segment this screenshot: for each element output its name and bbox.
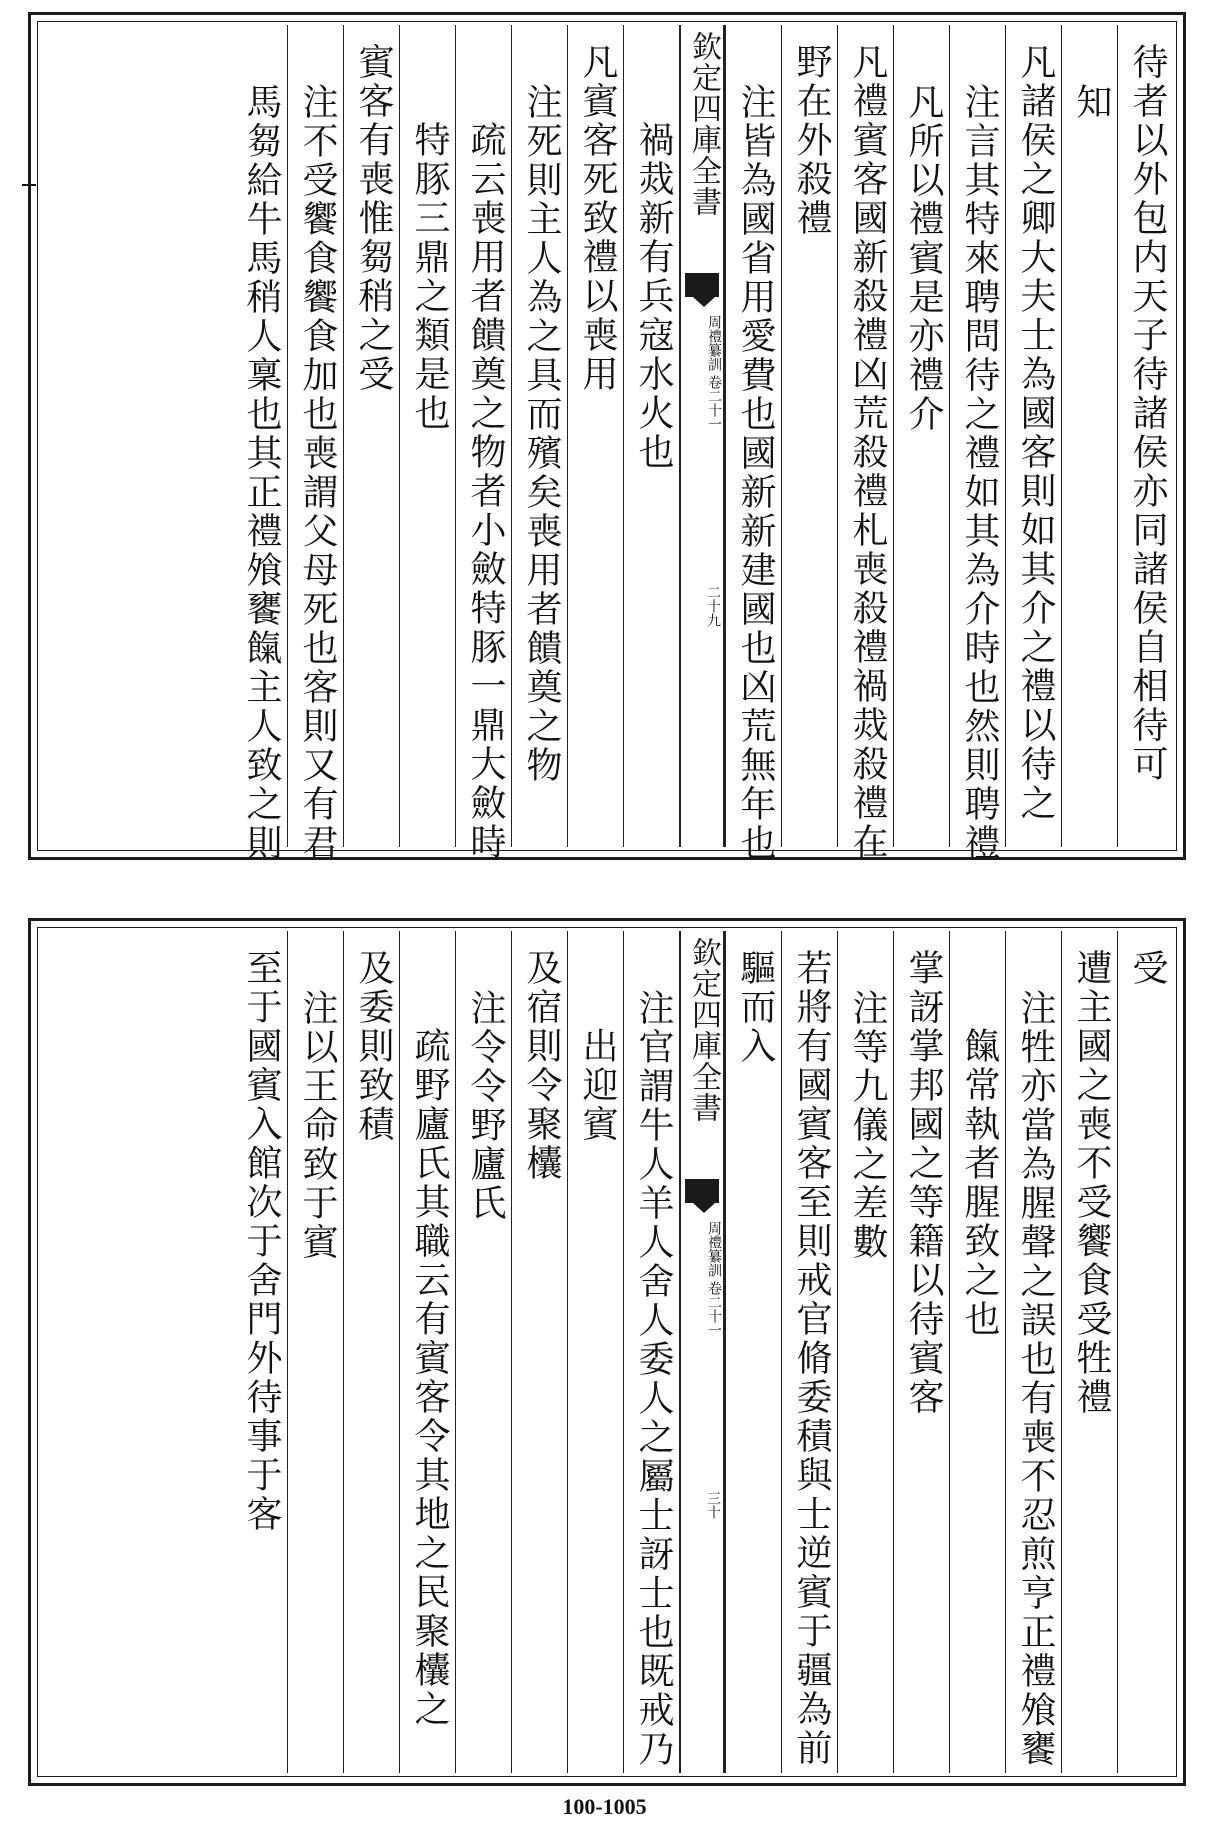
text-column — [623, 25, 679, 847]
column-text: 疏野廬氏其職云有賓客令其地之民聚欜之 — [409, 1027, 450, 1729]
column-text: 受 — [1127, 949, 1168, 988]
text-column — [949, 931, 1005, 1773]
text-column — [511, 25, 567, 847]
text-column — [893, 931, 949, 1773]
column-text: 知 — [1071, 83, 1112, 122]
column-text: 注言其特來聘問待之禮如其為介時也然則聘禮 — [959, 83, 1000, 863]
column-text: 疏云喪用者饋奠之物者小斂特豚一鼎大斂時 — [465, 121, 506, 862]
text-column — [837, 25, 893, 862]
volume-label: 卷二十一 — [706, 1281, 722, 1337]
text-column — [1005, 931, 1061, 1773]
column-text: 若將有國賓客至則戒官脩委積與士逆賓于疆為前 — [791, 949, 832, 1768]
column-text: 注不受饗食饗食加也喪謂父母死也客則又有君 — [297, 83, 338, 863]
page-footer-code: 100-1005 — [562, 1794, 647, 1819]
book-title: 欽定四庫全書 — [686, 31, 721, 217]
fish-tail-ornament — [685, 273, 719, 297]
column-text: 注官謂牛人羊人舍人委人之屬士訝士也既戒乃 — [633, 989, 674, 1769]
margin-tick-mark — [22, 184, 36, 186]
bottom-page-panel — [28, 918, 1186, 1786]
fold-margin-column — [679, 25, 725, 847]
column-text: 凡諸侯之卿大夫士為國客則如其介之禮以待之 — [1015, 43, 1056, 823]
page-number: 三十 — [705, 1491, 721, 1519]
column-text: 注等九儀之差數 — [847, 989, 888, 1262]
column-text: 遭主國之喪不受饗食受牲禮 — [1071, 949, 1112, 1417]
text-column — [725, 25, 781, 863]
text-column — [725, 931, 781, 1773]
text-column — [781, 25, 837, 847]
column-text: 餼常執者腥致之也 — [959, 1027, 1000, 1339]
book-title: 欽定四庫全書 — [686, 937, 721, 1123]
column-text: 禍烖新有兵寇水火也 — [633, 121, 674, 472]
text-column — [567, 931, 623, 1773]
column-text: 野在外殺禮 — [791, 43, 832, 238]
column-text: 凡禮賓客國新殺禮凶荒殺禮札喪殺禮禍烖殺禮在 — [847, 43, 888, 862]
text-column — [567, 25, 623, 847]
column-text: 馬芻給牛馬稍人稟也其正禮飧饔餼主人致之則 — [241, 83, 282, 863]
text-column — [287, 931, 343, 1773]
text-column — [287, 25, 343, 863]
text-column — [1117, 931, 1173, 1773]
text-column — [343, 931, 399, 1773]
text-column — [1061, 931, 1117, 1773]
sub-title: 周禮纂訓 — [706, 1221, 722, 1277]
text-column — [1005, 25, 1061, 847]
column-text: 凡賓客死致禮以喪用 — [577, 43, 618, 394]
text-column — [399, 931, 455, 1773]
text-column — [1117, 25, 1173, 847]
text-column — [837, 931, 893, 1773]
column-text: 及委則致積 — [353, 949, 394, 1144]
text-column — [781, 931, 837, 1773]
text-column — [343, 25, 399, 847]
column-text: 出迎賓 — [577, 1027, 618, 1144]
volume-label: 卷二十一 — [706, 375, 722, 431]
column-text: 掌訝掌邦國之等籍以待賓客 — [903, 949, 944, 1417]
text-column — [455, 25, 511, 862]
column-text: 注皆為國省用愛費也國新新建國也凶荒無年也 — [735, 83, 776, 863]
text-column — [893, 25, 949, 847]
text-column — [623, 931, 679, 1773]
top-page-panel — [28, 12, 1186, 863]
column-text: 至于國賓入館次于舍門外待事于客 — [241, 949, 282, 1534]
sub-title: 周禮纂訓 — [706, 315, 722, 371]
column-text: 注死則主人為之具而殯矣喪用者饋奠之物 — [521, 83, 562, 785]
text-column — [399, 25, 455, 847]
fold-margin-column — [679, 931, 725, 1773]
column-text: 注以王命致于賓 — [297, 989, 338, 1262]
column-text: 特豚三鼎之類是也 — [409, 121, 450, 433]
column-text: 賓客有喪惟芻稍之受 — [353, 43, 394, 394]
text-column — [231, 25, 287, 863]
page-number: 二十九 — [705, 585, 721, 627]
text-column — [511, 931, 567, 1773]
text-column — [949, 25, 1005, 863]
column-text: 及宿則令聚欜 — [521, 949, 562, 1183]
volume-info — [681, 1221, 723, 1337]
top-text-columns — [41, 25, 1173, 863]
column-text: 注令令野廬氏 — [465, 989, 506, 1223]
volume-info — [681, 315, 723, 431]
fish-tail-ornament — [685, 1179, 719, 1203]
column-text: 待者以外包内天子待諸侯亦同諸侯自相待可 — [1127, 43, 1168, 784]
column-text: 注牲亦當為腥聲之誤也有喪不忍煎亨正禮飧饔 — [1015, 989, 1056, 1769]
text-column — [231, 931, 287, 1773]
text-column — [455, 931, 511, 1773]
text-column — [1061, 25, 1117, 847]
bottom-text-columns — [41, 931, 1173, 1773]
column-text: 驅而入 — [735, 949, 776, 1066]
column-text: 凡所以禮賓是亦禮介 — [903, 83, 944, 434]
